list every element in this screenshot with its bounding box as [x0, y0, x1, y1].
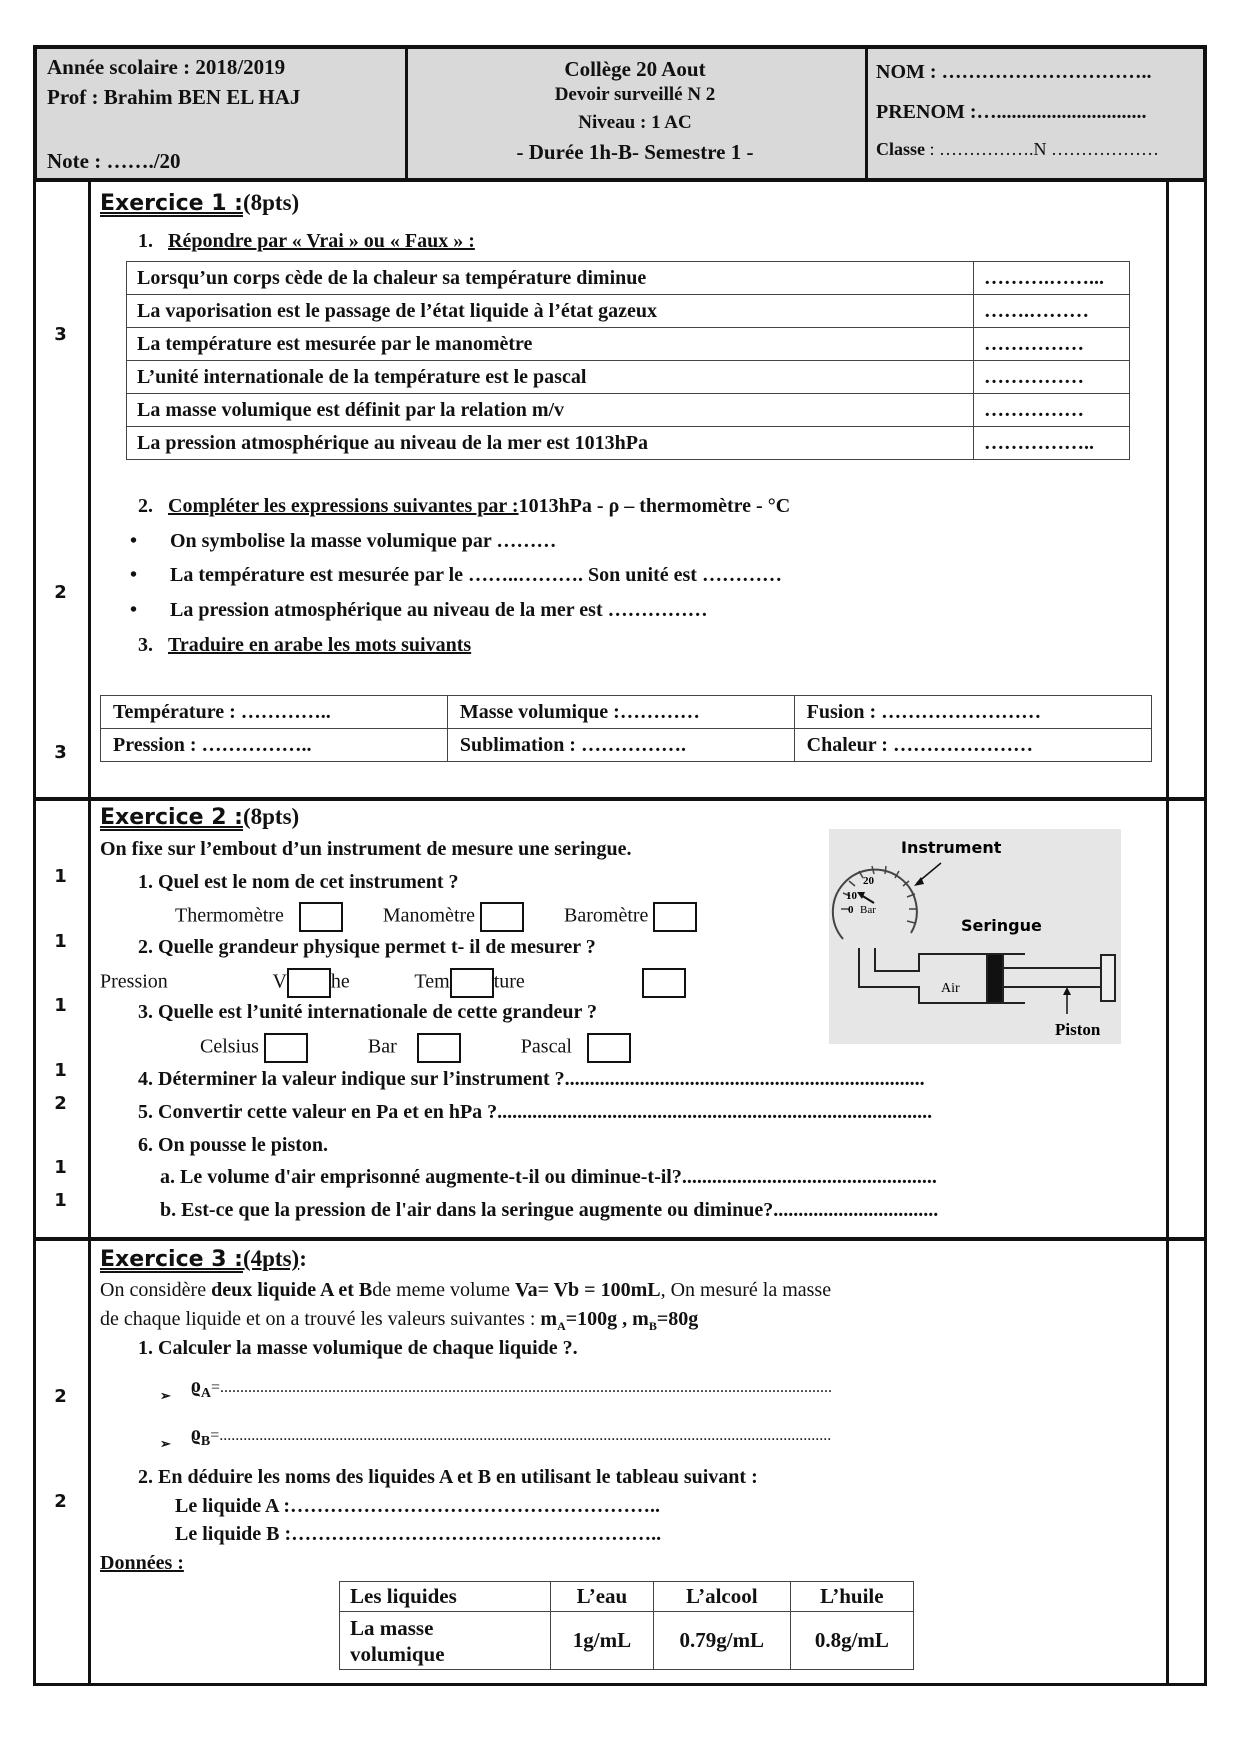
points-ex1-q3: 3 — [54, 742, 67, 763]
ex2-q2-options: Pression V he Tem ture — [100, 968, 686, 998]
table-cell: 0.8g/mL — [790, 1612, 913, 1670]
piston-label: Piston — [1055, 1020, 1101, 1039]
ex3-title: Exercice 3 :(4pts): — [100, 1246, 307, 1272]
statement-cell: La pression atmosphérique au niveau de la mer est 1013hPa — [127, 427, 974, 460]
points-ex2-q6b: 1 — [54, 1190, 67, 1211]
translation-cell[interactable]: Température : ………….. — [101, 696, 448, 729]
grade-field[interactable]: Note : ……./20 — [47, 149, 181, 173]
translation-cell[interactable]: Fusion : …………………… — [794, 696, 1151, 729]
syringe-diagram — [829, 829, 1121, 1044]
translation-row — [101, 696, 1152, 729]
ex1-q1: 1. Répondre par « Vrai » ou « Faux » : — [138, 230, 475, 252]
answer-field[interactable]: …………… — [974, 361, 1130, 394]
ex2-title: Exercice 2 :(8pts) — [100, 804, 300, 830]
prenom-field[interactable]: PRENOM :….............................. — [876, 101, 1147, 123]
true-false-row — [127, 328, 1130, 361]
ex1-q2: 2. Compléter les expressions suivantes par :1013hPa - ρ – thermomètre - °C — [138, 495, 791, 517]
teacher-name: Prof : Brahim BEN EL HAJ — [47, 85, 301, 109]
duration: - Durée 1h-B- Semestre 1 - — [516, 140, 754, 164]
checkbox-bar[interactable] — [417, 1033, 461, 1063]
checkbox-temperature[interactable] — [450, 968, 494, 998]
gauge-label-0: 0 — [848, 904, 854, 916]
school-year: Année scolaire : 2018/2019 — [47, 55, 286, 79]
points-ex3-q1: 2 — [54, 1386, 67, 1407]
level: Niveau : 1 AC — [578, 112, 692, 133]
ex2-q6a: a. Le volume d'air emprisonné augmente-t-il ou diminue-t-il?................................................... — [160, 1166, 937, 1188]
points-ex2-q4: 1 — [54, 1060, 67, 1081]
translation-cell[interactable]: Pression : …………….. — [101, 729, 448, 762]
translation-cell[interactable]: Chaleur : ………………… — [794, 729, 1151, 762]
header-center — [405, 49, 868, 178]
table-cell: 1g/mL — [551, 1612, 654, 1670]
checkbox-celsius[interactable] — [264, 1033, 308, 1063]
table-cell: 0.79g/mL — [653, 1612, 790, 1670]
table-header-cell: L’huile — [790, 1582, 913, 1612]
answer-field[interactable]: …….……… — [974, 295, 1130, 328]
ex3-liquid-a[interactable]: Le liquide A :……………………………………………….. — [175, 1495, 661, 1517]
points-column-divider — [88, 182, 91, 1686]
liquids-table-header — [340, 1582, 914, 1612]
ex2-q6: 6. On pousse le piston. — [138, 1134, 329, 1156]
checkbox-pression[interactable] — [642, 968, 686, 998]
checkbox-barometre[interactable] — [653, 902, 697, 932]
ex1-q3: 3. Traduire en arabe les mots suivants — [138, 634, 472, 656]
ex1-bullet-3: • La pression atmosphérique au niveau de la mer est …………… — [130, 599, 708, 621]
arrow-bullet-icon: ➢ — [160, 1388, 171, 1403]
ex3-rho-a[interactable]: $_➢$ $ϱ_A=$......................................................................................................................................................... — [160, 1375, 833, 1403]
answer-field[interactable]: …………….. — [974, 427, 1130, 460]
statement-cell: La masse volumique est définit par la relation m/v — [127, 394, 974, 427]
answer-field[interactable]: …………… — [974, 394, 1130, 427]
checkbox-manometre[interactable] — [480, 902, 524, 932]
piston-arrow-head-icon — [1063, 987, 1071, 995]
liquids-table — [339, 1581, 914, 1670]
ex2-q2: 2. Quelle grandeur physique permet t- il de mesurer ? — [138, 936, 596, 958]
true-false-row — [127, 295, 1130, 328]
true-false-table — [126, 261, 1130, 460]
classe-field[interactable]: Classe : …………….N ……………… — [876, 139, 1159, 159]
ex3-q2: 2. En déduire les noms des liquides A et B en utilisant le tableau suivant : — [138, 1466, 758, 1488]
points-ex2-q1: 1 — [54, 866, 67, 887]
table-header-cell: Les liquides — [340, 1582, 551, 1612]
ex1-bullet-1: • On symbolise la masse volumique par ……… — [130, 530, 557, 552]
syringe-figure — [829, 829, 1121, 1044]
ex1-bullet-2: • La température est mesurée par le ……..………. Son unité est ………… — [130, 564, 782, 586]
exercise-divider-2 — [33, 1237, 1207, 1241]
true-false-row — [127, 427, 1130, 460]
ex2-q5: 5. Convertir cette valeur en Pa et en hPa ?....................................................................................... — [138, 1101, 933, 1123]
checkbox-volume[interactable] — [287, 968, 331, 998]
points-ex2-q5: 2 — [54, 1093, 67, 1114]
ex2-q3-options: Celsius Bar Pascal — [200, 1033, 631, 1063]
points-ex1-q2: 2 — [54, 582, 67, 603]
ex2-q6b: b. Est-ce que la pression de l'air dans la seringue augmente ou diminue?................................. — [160, 1199, 939, 1221]
exam-title: Devoir surveillé N 2 — [554, 84, 716, 105]
header-left — [37, 49, 408, 178]
points-ex2-q6a: 1 — [54, 1157, 67, 1178]
true-false-row — [127, 361, 1130, 394]
air-label: Air — [941, 981, 960, 996]
liquids-table-row — [340, 1612, 914, 1670]
translation-cell[interactable]: Masse volumique :………… — [447, 696, 794, 729]
nom-field[interactable]: NOM : ………………………….. — [876, 61, 1152, 83]
ex2-q3: 3. Quelle est l’unité internationale de cette grandeur ? — [138, 1001, 598, 1023]
ex3-rho-b[interactable]: $_➢$ $ϱ_B=$......................................................................................................................................................... — [160, 1423, 832, 1451]
ex2-q4: 4. Déterminer la valeur indique sur l’instrument ?........................................................................ — [138, 1068, 925, 1090]
syringe-icon — [859, 948, 1115, 1003]
ex3-intro-2: de chaque liquide et on a trouvé les valeurs suivantes : $m_A=100g$ , $m_B=80g$ — [100, 1308, 699, 1333]
statement-cell: La vaporisation est le passage de l’état liquide à l’état gazeux — [127, 295, 974, 328]
seringue-label: Seringue — [961, 916, 1042, 935]
ex2-q1: 1. Quel est le nom de cet instrument ? — [138, 871, 459, 893]
college-name: Collège 20 Aout — [564, 57, 706, 81]
checkbox-thermometre[interactable] — [299, 902, 343, 932]
right-margin-divider — [1166, 182, 1169, 1686]
points-ex2-q3: 1 — [54, 995, 67, 1016]
gauge-icon — [833, 866, 917, 939]
ex3-liquid-b[interactable]: Le liquide B :……………………………………………….. — [175, 1523, 662, 1545]
arrow-bullet-icon: ➢ — [160, 1436, 171, 1451]
points-ex3-q2: 2 — [54, 1491, 67, 1512]
table-row-label: La masse volumique — [340, 1612, 551, 1670]
points-ex1-q1: 3 — [54, 324, 67, 345]
ex3-intro-1: On considère deux liquide A et Bde meme volume Va= Vb = 100mL, On mesuré la masse — [100, 1279, 832, 1301]
answer-field[interactable]: ……….……... — [974, 262, 1130, 295]
true-false-row — [127, 262, 1130, 295]
statement-cell: La température est mesurée par le manomètre — [127, 328, 974, 361]
table-header-cell: L’alcool — [653, 1582, 790, 1612]
exercise-divider-1 — [33, 797, 1207, 801]
translation-row — [101, 729, 1152, 762]
ex3-q1: 1. Calculer la masse volumique de chaque liquide ?. — [138, 1337, 578, 1359]
statement-cell: L’unité internationale de la température est le pascal — [127, 361, 974, 394]
gauge-label-20: 20 — [863, 875, 874, 887]
true-false-row — [127, 394, 1130, 427]
table-header-cell: L’eau — [551, 1582, 654, 1612]
instrument-label: Instrument — [901, 838, 1002, 857]
statement-cell: Lorsqu’un corps cède de la chaleur sa température diminue — [127, 262, 974, 295]
ex1-title: Exercice 1 :(8pts) — [100, 190, 300, 216]
header-box — [33, 45, 1207, 182]
checkbox-pascal[interactable] — [587, 1033, 631, 1063]
gauge-unit: Bar — [860, 904, 876, 916]
gauge-label-10: 10 — [846, 890, 857, 902]
answer-field[interactable]: …………… — [974, 328, 1130, 361]
ex2-q1-options: Thermomètre Manomètre Baromètre — [175, 902, 697, 932]
header-right — [868, 49, 1203, 178]
translation-cell[interactable]: Sublimation : ……………. — [447, 729, 794, 762]
ex3-donnees: Données : — [100, 1552, 184, 1574]
points-ex2-q2: 1 — [54, 931, 67, 952]
translation-table — [100, 695, 1152, 762]
ex2-intro: On fixe sur l’embout d’un instrument de mesure une seringue. — [100, 838, 632, 860]
